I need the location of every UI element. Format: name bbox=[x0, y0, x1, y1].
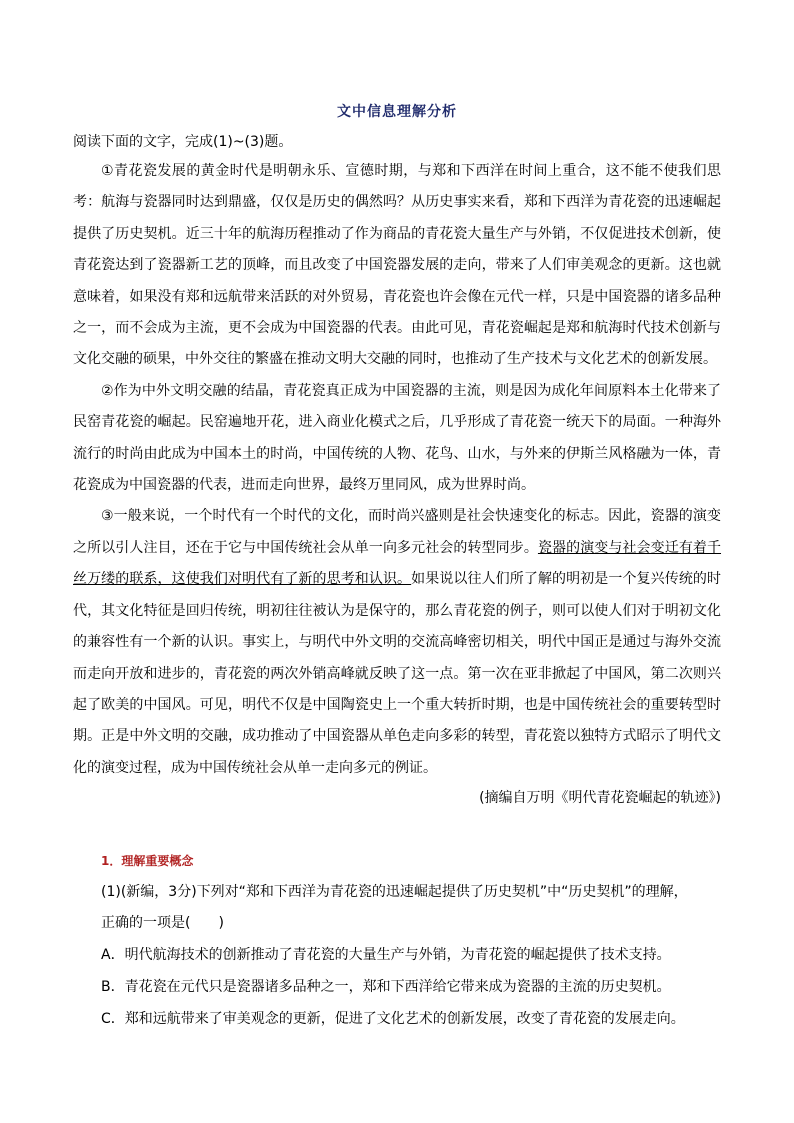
page-title: 文中信息理解分析 bbox=[337, 104, 457, 120]
question-stem: (1)(新编，3分)下列对“郑和下西洋为青花瓷的迅速崛起提供了历史契机”中“历史契机”的理解， bbox=[101, 884, 688, 900]
answer-options bbox=[101, 939, 741, 1035]
underlined-sentence: 瓷器的演变与社会变迁有着千丝万缕的联系，这使我们对明代有了新的思考和认识。 bbox=[73, 539, 722, 588]
reading-passage bbox=[73, 156, 721, 784]
option-a: A．明代航海技术的创新推动了青花瓷的大量生产与外销，为青花瓷的崛起提供了技术支持。 bbox=[101, 947, 671, 963]
reading-instruction: 阅读下面的文字，完成(1)~(3)题。 bbox=[73, 134, 293, 150]
passage-paragraph-2: ②作为中外文明交融的结晶，青花瓷真正成为中国瓷器的主流，则是因为成化年间原料本土化带来了民窑青花瓷的崛起。民窑遍地开花，进入商业化模式之后，几乎形成了青花瓷一统天下的局面。一种海外流行的时尚由此成为中国本土的时尚，中国传统的人物、花鸟、山水，与外来的伊斯兰风格融为一体，青花瓷成为中国瓷器的代表，进而走向世界，最终万里同风，成为世界时尚。 bbox=[73, 382, 721, 494]
source-citation: (摘编自万明《明代青花瓷崛起的轨迹》) bbox=[479, 790, 721, 806]
option-b: B．青花瓷在元代只是瓷器诸多品种之一，郑和下西洋给它带来成为瓷器的主流的历史契机。 bbox=[101, 979, 671, 995]
section-heading: 1．理解重要概念 bbox=[101, 854, 194, 868]
passage-paragraph-3 bbox=[73, 501, 721, 784]
paragraph-3-part-a: ③一般来说，一个时代有一个时代的文化，而时尚兴盛则是社会快速变化的标志。因此，瓷器的演变之所以引人注目，还在于它与中国传统社会从单一向多元社会的转型同步。 bbox=[73, 508, 721, 556]
question-1 bbox=[101, 877, 721, 939]
question-stem-continued: 正确的一项是( ) bbox=[101, 915, 224, 931]
option-c: C．郑和远航带来了审美观念的更新，促进了文化艺术的创新发展，改变了青花瓷的发展走向。 bbox=[101, 1011, 685, 1027]
passage-paragraph-1: ①青花瓷发展的黄金时代是明朝永乐、宣德时期，与郑和下西洋在时间上重合，这不能不使我们思考：航海与瓷器同时达到鼎盛，仅仅是历史的偶然吗？从历史事实来看，郑和下西洋为青花瓷的迅速崛起提供了历史契机。近三十年的航海历程推动了作为商品的青花瓷大量生产与外销，不仅促进技术创新，使青花瓷达到了瓷器新工艺的顶峰，而且改变了中国瓷器发展的走向，带来了人们审美观念的更新。这也就意味着，如果没有郑和远航带来活跃的对外贸易，青花瓷也许会像在元代一样，只是中国瓷器的诸多品种之一，而不会成为主流，更不会成为中国瓷器的代表。由此可见，青花瓷崛起是郑和航海时代技术创新与文化交融的硕果，中外交往的繁盛在推动文明大交融的同时，也推动了生产技术与文化艺术的创新发展。 bbox=[73, 163, 721, 368]
paragraph-3-part-b: 如果说以往人们所了解的明初是一个复兴传统的时代，其文化特征是回归传统，明初往往被认为是保守的，那么青花瓷的例子，则可以使人们对于明初文化的兼容性有一个新的认识。事实上，与明代中外文明的交流高峰密切相关，明代中国正是通过与海外交流而走向开放和进步的，青花瓷的两次外销高峰就反映了这一点。第一次在亚非掀起了中国风，第二次则兴起了欧美的中国风。可见，明代不仅是中国陶瓷史上一个重大转折时期，也是中国传统社会的重要转型时期。正是中外文明的交融，成功推动了中国瓷器从单色走向多彩的转型，青花瓷以独特方式昭示了明代文化的演变过程，成为中国传统社会从单一走向多元的例证。 bbox=[73, 571, 722, 776]
